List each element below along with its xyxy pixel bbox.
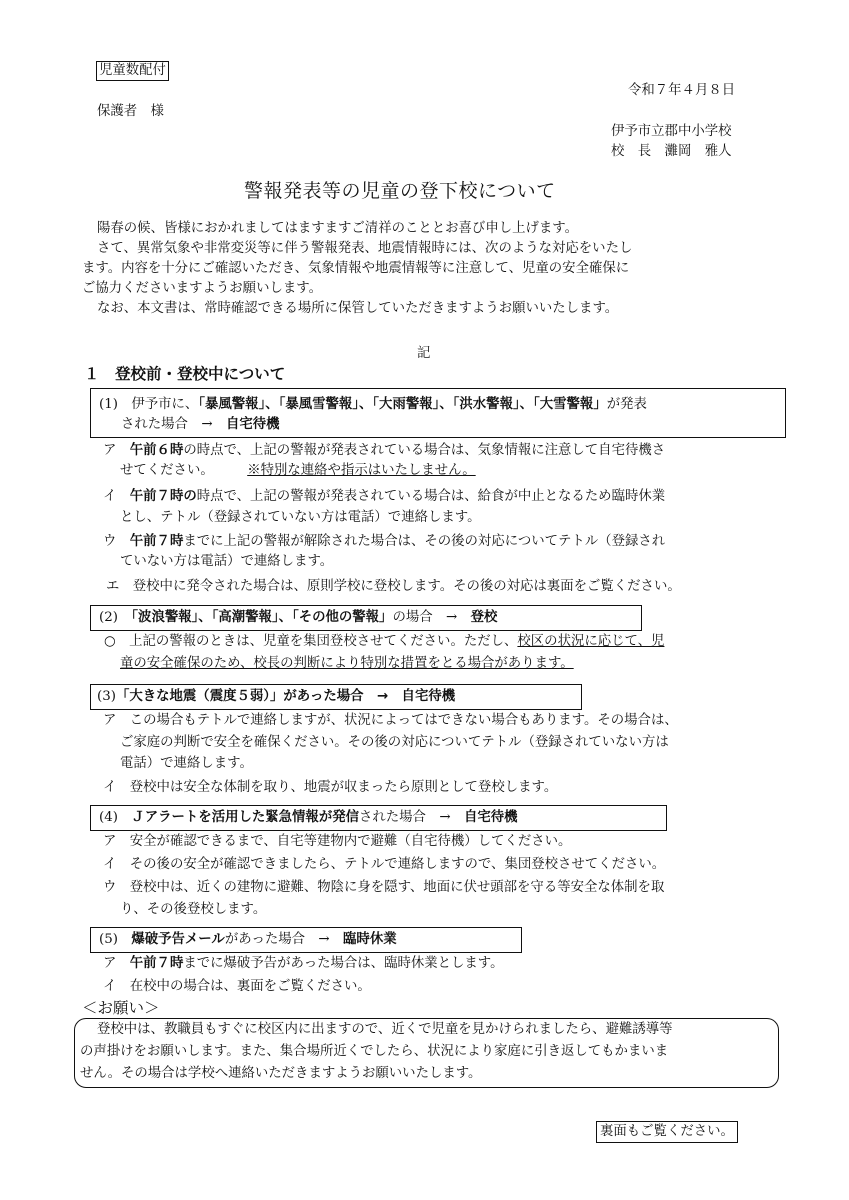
item-i: イ その後の安全が確認できましたら、テトルで連絡しますので、集団登校させてください。 — [103, 857, 666, 872]
item-a-cont: 電話）で連絡します。 — [120, 756, 253, 771]
condition-1-line1: (1) 伊予市に、「暴風警報」、「暴風雪警報」、「大雨警報」、「洪水警報」、「大雪警報」が発表 — [99, 397, 647, 412]
condition-5-line: (5) 爆破予告メールがあった場合 → 臨時休業 — [99, 932, 397, 947]
item-i-cont: とし、テトル（登録されていない方は電話）で連絡します。 — [120, 510, 481, 525]
page-title: 警報発表等の児童の登下校について — [244, 180, 556, 202]
intro-line: ます。内容を十分にご確認いただき、気象情報や地震情報等に注意して、児童の安全確保に — [82, 261, 630, 276]
request-line: せん。その場合は学校へ連絡いただきますようお願いいたします。 — [80, 1066, 482, 1081]
condition-3-line: (3)「大きな地震（震度５弱）」があった場合 → 自宅待機 — [97, 689, 456, 704]
request-line: の声掛けをお願いします。また、集合場所近くでしたら、状況により家庭に引き返してもかまいま — [80, 1044, 669, 1059]
item-a-cont: せてください。 ※特別な連絡や指示はいたしません。 — [120, 463, 476, 478]
footer-note: 裏面もご覧ください。 — [596, 1121, 738, 1143]
section-heading: １ 登校前・登校中について — [84, 365, 286, 383]
item-u: ウ 登校中は、近くの建物に避難、物陰に身を隠す、地面に伏せ頭部を守る等安全な体制を取 — [103, 880, 665, 895]
condition-4-line: (4) Ｊアラートを活用した緊急情報が発信された場合 → 自宅待機 — [99, 810, 518, 825]
ki-mark: 記 — [417, 346, 431, 361]
document-date: 令和７年４月８日 — [628, 83, 736, 98]
item-i: イ 午前７時の時点で、上記の警報が発表されている場合は、給食が中止となるため臨時休業 — [103, 489, 666, 504]
request-line: 登校中は、教職員もすぐに校区内に出ますので、近くで児童を見かけられましたら、避難誘導等 — [97, 1022, 673, 1037]
item-i: イ 在校中の場合は、裏面をご覧ください。 — [103, 979, 371, 994]
school-name: 伊予市立郡中小学校 — [611, 124, 732, 139]
item-e: エ 登校中に発令された場合は、原則学校に登校します。その後の対応は裏面をご覧ください。 — [106, 579, 681, 594]
distribution-label: 児童数配付 — [96, 61, 169, 81]
intro-line: ご協力くださいますようお願いします。 — [82, 281, 322, 296]
intro-line: さて、異常気象や非常変災等に伴う警報発表、地震情報時には、次のような対応をいたし — [97, 241, 633, 256]
item-a: ア 午前７時までに爆破予告があった場合は、臨時休業とします。 — [103, 956, 504, 971]
recipient: 保護者 様 — [97, 104, 164, 119]
principal-name: 校 長 灘岡 雅人 — [611, 144, 732, 159]
item-a: ア この場合もテトルで連絡しますが、状況によってはできない場合もあります。その場合は、 — [103, 713, 678, 728]
item-u-cont: ていない方は電話）で連絡します。 — [120, 554, 334, 569]
item-o-cont: 童の安全確保のため、校長の判断により特別な措置をとる場合があります。 — [120, 656, 574, 671]
intro-line: 陽春の候、皆様におかれましてはますますご清祥のこととお喜び申し上げます。 — [97, 221, 578, 236]
condition-1-line2: された場合 → 自宅待機 — [121, 417, 280, 432]
request-heading: ＜お願い＞ — [82, 999, 160, 1017]
item-i: イ 登校中は安全な体制を取り、地震が収まったら原則として登校します。 — [103, 780, 558, 795]
intro-line: なお、本文書は、常時確認できる場所に保管していただきますようお願いいたします。 — [97, 301, 619, 316]
item-u-cont: り、その後登校します。 — [120, 902, 267, 917]
condition-2-line: (2) 「波浪警報」、「高潮警報」、「その他の警報」の場合 → 登校 — [99, 610, 498, 625]
item-u: ウ 午前７時までに上記の警報が解除された場合は、その後の対応についてテトル（登録され — [103, 534, 666, 549]
item-a-cont: ご家庭の判断で安全を確保ください。その後の対応についてテトル（登録されていない方は — [120, 735, 669, 750]
item-o: ○ 上記の警報のときは、児童を集団登校させてください。ただし、校区の状況に応じて、児 — [104, 634, 665, 649]
item-a: ア 安全が確認できるまで、自宅等建物内で避難（自宅待機）してください。 — [103, 834, 572, 849]
item-a: ア 午前６時の時点で、上記の警報が発表されている場合は、気象情報に注意して自宅待機さ — [103, 443, 666, 458]
